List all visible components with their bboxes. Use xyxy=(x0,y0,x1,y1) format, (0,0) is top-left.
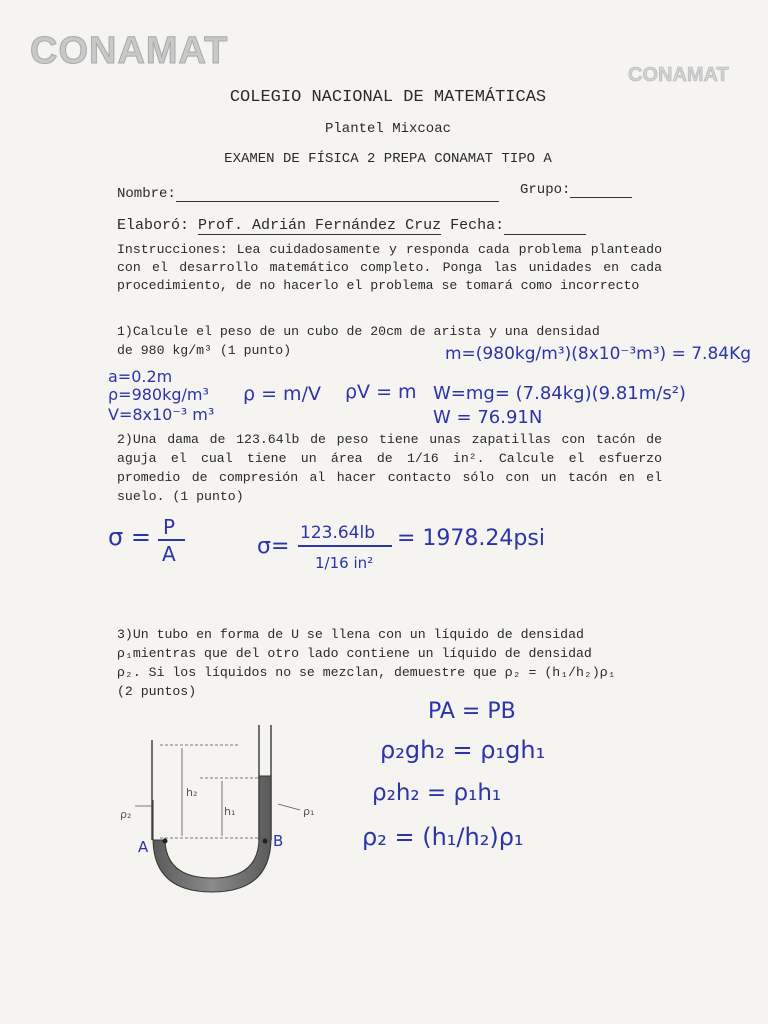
conamat-corner-logo: CONAMAT xyxy=(628,64,729,86)
diagram-label-a: A xyxy=(138,838,149,856)
campus-subtitle: Plantel Mixcoac xyxy=(324,121,452,137)
q1-density: ρ=980kg/m³ xyxy=(108,385,209,404)
q2-calc-denominator: 1/16 in² xyxy=(315,554,374,572)
author-name: Prof. Adrián Fernández Cruz xyxy=(198,217,442,234)
q2-formula-denominator: A xyxy=(162,542,176,566)
diagram-label-rho1: ρ₁ xyxy=(303,805,315,818)
q2-stress-symbol: σ = xyxy=(108,523,151,551)
question-3-line-3: ρ₂. Si los líquidos no se mezclan, demuestre que ρ₂ = (h₁/h₂)ρ₁ xyxy=(117,665,616,680)
date-label: Fecha: xyxy=(450,217,505,234)
group-label: Grupo: xyxy=(520,182,571,198)
author-label: Elaboró: xyxy=(117,217,190,234)
q2-formula-numerator: P xyxy=(163,515,176,539)
exam-title: EXAMEN DE FÍSICA 2 PREPA CONAMAT TIPO A xyxy=(224,151,552,167)
diagram-label-b: B xyxy=(273,832,284,850)
question-3-line-1: 3)Un tubo en forma de U se llena con un líquido de densidad xyxy=(117,627,584,642)
q3-step-2: ρ₂gh₂ = ρ₁gh₁ xyxy=(380,736,546,764)
question-2: 2)Una dama de 123.64lb de peso tiene unas zapatillas con tacón de aguja el cual tiene un área de 1/16 in². Calcule el esfuerzo promedio de compresión al hacer contacto sólo con un tacón en el suelo. (1 punto) xyxy=(117,432,662,504)
q1-volume: V=8x10⁻³ m³ xyxy=(108,405,215,424)
q1-mass-formula: ρV = m xyxy=(345,381,417,403)
diagram-label-h1: h₁ xyxy=(224,805,236,818)
school-title: COLEGIO NACIONAL DE MATEMÁTICAS xyxy=(229,88,547,107)
q1-density-formula: ρ = m/V xyxy=(243,383,321,405)
q2-result: = 1978.24psi xyxy=(397,526,545,551)
question-1-line-1: 1)Calcule el peso de un cubo de 20cm de arista y una densidad xyxy=(117,324,600,339)
q1-mass-calc: m=(980kg/m³)(8x10⁻³m³) = 7.84Kg xyxy=(445,344,752,364)
q1-weight-result: W = 76.91N xyxy=(433,407,543,428)
q1-weight-calc: W=mg= (7.84kg)(9.81m/s²) xyxy=(433,383,686,404)
instructions: Instrucciones: Lea cuidadosamente y responda cada problema planteado con el desarrollo matemático completo. Ponga las unidades en cada procedimiento, de no hacerlo el problema se tomará como incorrecto xyxy=(117,242,662,293)
q1-side: a=0.2m xyxy=(108,367,173,386)
name-label: Nombre: xyxy=(117,186,176,202)
q2-calc-numerator: 123.64lb xyxy=(300,523,375,543)
question-1-line-2: de 980 kg/m³ (1 punto) xyxy=(117,343,292,358)
diagram-label-h2: h₂ xyxy=(186,786,198,799)
q2-calc-symbol: σ= xyxy=(257,534,290,559)
question-3-line-4: (2 puntos) xyxy=(117,684,197,699)
q3-step-4: ρ₂ = (h₁/h₂)ρ₁ xyxy=(362,823,524,851)
conamat-logo: CONAMAT xyxy=(30,30,229,72)
q3-step-3: ρ₂h₂ = ρ₁h₁ xyxy=(372,780,502,806)
q3-step-1: PA = PB xyxy=(428,699,516,724)
diagram-label-rho2: ρ₂ xyxy=(120,808,132,821)
question-3-line-2: ρ₁mientras que del otro lado contiene un líquido de densidad xyxy=(117,646,592,661)
